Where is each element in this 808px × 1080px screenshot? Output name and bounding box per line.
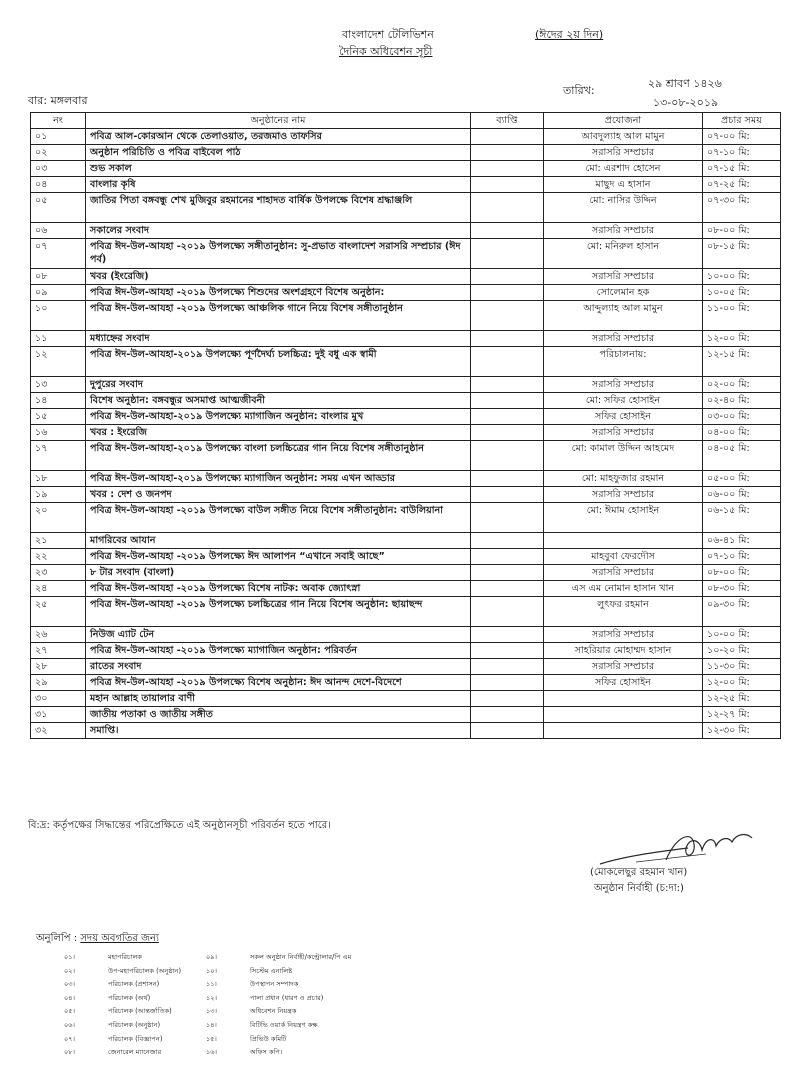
broadcast-time: ০৮-৩০ মি:	[703, 581, 781, 597]
list-item-number: ০৫।	[64, 1007, 75, 1016]
row-number: ০১	[31, 129, 86, 145]
producer-name: এস এম নোমান হাসান খান	[544, 581, 703, 597]
producer-name: সরাসরি সম্প্রচার	[544, 659, 703, 675]
broadcast-time: ০৬-৪১ মি:	[703, 533, 781, 549]
list-item	[64, 1046, 181, 1060]
list-item-label: পরিচালক (অর্থ)	[108, 993, 151, 1002]
document-subtitle: দৈনিক অধিবেশন সূচী	[339, 45, 433, 58]
producer-name: সরাসরি সম্প্রচার	[544, 627, 703, 643]
program-name: পবিত্র ঈদ-উল-আযহা -২০১৯ উপলক্ষ্যে আঞ্চলিক গানে নিয়ে বিশেষ সঙ্গীতানুষ্ঠান	[86, 301, 471, 331]
list-item-number: ১০।	[206, 966, 217, 975]
program-spread	[471, 193, 544, 223]
broadcast-time: ১২-৩০ মি:	[703, 723, 781, 739]
program-name: পবিত্র ঈদ-উল-আযহা -২০১৯ উপলক্ষ্যে শিশুদের অংশগ্রহণে বিশেষ অনুষ্ঠান:	[86, 285, 471, 301]
list-item-label: উপস্থাপন সম্পাদক	[250, 980, 299, 989]
program-name: খবর : ইংরেজি	[86, 425, 471, 441]
program-name: পবিত্র ঈদ-উল-আযহা -২০১৯ উপলক্ষ্যে চলচ্চিত্রের গান নিয়ে বিশেষ অনুষ্ঠান: ছায়াছন্দ	[86, 597, 471, 627]
list-item-number: ০২।	[64, 966, 75, 975]
table-row	[31, 441, 781, 471]
program-name: মধ্যাহ্নের সংবাদ	[86, 331, 471, 347]
producer-name: সরাসরি সম্প্রচার	[544, 377, 703, 393]
broadcast-time: ০৪-০০ মি:	[703, 425, 781, 441]
row-number: ০৮	[31, 269, 86, 285]
cc-text: সদয় অবগতির জন্য	[80, 933, 159, 944]
table-row	[31, 627, 781, 643]
program-name: পবিত্র ঈদ-উল-আযহা -২০১৯ উপলক্ষ্যে বাউল সঙ্গীত নিয়ে বিশেষ সঙ্গীতানুষ্ঠান: বাউলিয়ানা	[86, 503, 471, 533]
broadcast-time: ০৯-৩০ মি:	[703, 597, 781, 627]
table-row	[31, 675, 781, 691]
column-header-number: নং	[31, 113, 86, 129]
list-item-label: বিটিভি ওয়ার্ক নিয়ন্ত্রণ কক্ষ	[250, 1020, 318, 1029]
list-item-label: উপ-মহাপরিচালক (অনুষ্ঠান)	[108, 966, 182, 975]
row-number: ২১	[31, 533, 86, 549]
producer-name: মো: নাসির উদ্দিন	[544, 193, 703, 223]
producer-name: মাহবুবা ফেরদৌস	[544, 549, 703, 565]
column-header-producer: প্রযোজনা	[544, 113, 703, 129]
row-number: ১৯	[31, 487, 86, 503]
table-row	[31, 161, 781, 177]
signer-name: (মোকলেছুর রহমান খান)	[590, 867, 688, 878]
producer-name: মো: সফির হোসাইন	[544, 393, 703, 409]
program-spread	[471, 129, 544, 145]
table-row	[31, 347, 781, 377]
broadcast-time: ০৮-১৫ মি:	[703, 239, 781, 269]
table-row	[31, 393, 781, 409]
program-name: পবিত্র ঈদ-উল-আযহা-২০১৯ উপলক্ষ্যে ম্যাগাজিন অনুষ্ঠান: সময় এখন আড্ডার	[86, 471, 471, 487]
broadcast-time: ০৩-০০ মি:	[703, 409, 781, 425]
list-item	[64, 965, 181, 979]
producer-name: সরাসরি সম্প্রচার	[544, 487, 703, 503]
broadcast-time: ১২-২৭ মি:	[703, 707, 781, 723]
program-spread	[471, 377, 544, 393]
cc-label: অনুলিপি :	[36, 933, 78, 944]
program-name: মাগরিবের আযান	[86, 533, 471, 549]
program-spread	[471, 503, 544, 533]
program-spread	[471, 627, 544, 643]
program-spread	[471, 533, 544, 549]
date-bangla: ২৯ শ্রাবণ ১৪২৬	[648, 77, 722, 90]
row-number: ০৫	[31, 193, 86, 223]
broadcast-time: ০৮-০০ মি:	[703, 565, 781, 581]
list-item	[64, 992, 181, 1006]
broadcast-time: ১২-২৫ মি:	[703, 691, 781, 707]
broadcast-time: ১২-১৫ মি:	[703, 347, 781, 377]
table-row	[31, 549, 781, 565]
row-number: ২৫	[31, 597, 86, 627]
program-spread	[471, 239, 544, 269]
program-name: রাতের সংবাদ	[86, 659, 471, 675]
program-spread	[471, 409, 544, 425]
list-item-label: অধিবেশন নিয়ন্ত্রক	[250, 1007, 297, 1016]
row-number: ০৯	[31, 285, 86, 301]
program-spread	[471, 161, 544, 177]
row-number: ০৭	[31, 239, 86, 269]
list-item	[206, 965, 351, 979]
broadcast-time: ০৭-৩০ মি:	[703, 193, 781, 223]
list-item-label: মহাপরিচালক	[108, 953, 143, 961]
producer-name	[544, 707, 703, 723]
program-spread	[471, 707, 544, 723]
row-number: ১৪	[31, 393, 86, 409]
day-label: বার: মঙ্গলবার	[28, 94, 88, 107]
program-name: খবর (ইংরেজি)	[86, 269, 471, 285]
program-spread	[471, 597, 544, 627]
table-row	[31, 707, 781, 723]
program-spread	[471, 565, 544, 581]
broadcast-time: ১২-০০ মি:	[703, 675, 781, 691]
producer-name: লুৎফর রহমান	[544, 597, 703, 627]
broadcast-time: ১০-০০ মি:	[703, 269, 781, 285]
row-number: ১১	[31, 331, 86, 347]
broadcast-time: ০৬-১৫ মি:	[703, 503, 781, 533]
table-row	[31, 145, 781, 161]
program-name: পবিত্র ঈদ-উল-আযহা -২০১৯ উপলক্ষ্যে বিশেষ নাটক: অবাক জ্যোৎস্না	[86, 581, 471, 597]
program-spread	[471, 643, 544, 659]
broadcast-time: ০৪-০৫ মি:	[703, 441, 781, 471]
program-spread	[471, 393, 544, 409]
row-number: ৩১	[31, 707, 86, 723]
row-number: ৩০	[31, 691, 86, 707]
row-number: ২৩	[31, 565, 86, 581]
broadcast-time: ০৭-০০ মি:	[703, 129, 781, 145]
list-item-label: অফিস কপি।	[250, 1048, 283, 1057]
column-header-spread: ব্যাপ্তি	[471, 113, 544, 129]
program-spread	[471, 691, 544, 707]
table-row	[31, 301, 781, 331]
table-row	[31, 581, 781, 597]
date-label: তারিখ:	[563, 84, 595, 97]
list-item-label: জেনারেল ম্যানেজার	[108, 1048, 162, 1057]
producer-name: সাহরিয়ার মোহাম্মদ হাসান	[544, 643, 703, 659]
list-item	[206, 1033, 351, 1047]
program-spread	[471, 145, 544, 161]
program-spread	[471, 177, 544, 193]
row-number: ০৪	[31, 177, 86, 193]
program-name: ৮ টার সংবাদ (বাংলা)	[86, 565, 471, 581]
program-spread	[471, 723, 544, 739]
list-item	[206, 978, 351, 992]
schedule-body	[31, 129, 781, 739]
table-row	[31, 193, 781, 223]
list-item	[64, 978, 181, 992]
program-spread	[471, 301, 544, 331]
cc-line	[36, 931, 159, 948]
table-row	[31, 223, 781, 239]
table-header-row	[31, 113, 781, 129]
org-title: বাংলাদেশ টেলিভিশন	[342, 28, 434, 41]
table-row	[31, 239, 781, 269]
list-item-number: ০৭।	[64, 1034, 75, 1043]
table-row	[31, 177, 781, 193]
program-name: পবিত্র আল-কোরআন থেকে তেলাওয়াত, তরজমাও তাফসির	[86, 129, 471, 145]
program-name: পবিত্র ঈদ-উল-আযহা-২০১৯ উপলক্ষ্যে বাংলা চলচ্চিত্রের গান নিয়ে বিশেষ সঙ্গীতানুষ্ঠান	[86, 441, 471, 471]
list-item-number: ০৯।	[206, 953, 217, 961]
list-item-label: পরিচালক (প্রশাসন)	[108, 980, 160, 989]
producer-name	[544, 533, 703, 549]
list-item-label: পরিচালক (আন্তর্জাতিক)	[108, 1007, 172, 1016]
list-item-label: সিস্টেম এনালিষ্ট	[250, 966, 293, 975]
table-row	[31, 425, 781, 441]
row-number: ২৯	[31, 675, 86, 691]
table-row	[31, 503, 781, 533]
program-spread	[471, 223, 544, 239]
program-name: খবর : দেশ ও জনপদ	[86, 487, 471, 503]
broadcast-time: ১১-০০ মি:	[703, 301, 781, 331]
broadcast-time: ১২-০০ মি:	[703, 331, 781, 347]
list-item-number: ০৩।	[64, 980, 75, 989]
list-item-number: ১৫।	[206, 1034, 217, 1043]
producer-name: মো: মাহফুজার রহমান	[544, 471, 703, 487]
row-number: ১২	[31, 347, 86, 377]
broadcast-time: ১১-৩০ মি:	[703, 659, 781, 675]
table-row	[31, 269, 781, 285]
broadcast-time: ০৮-০০ মি:	[703, 223, 781, 239]
producer-name: পরিচালনায়:	[544, 347, 703, 377]
list-item	[206, 1019, 351, 1033]
producer-name: মো: ঈমাম হোসাইন	[544, 503, 703, 533]
list-item-number: ০৬।	[64, 1020, 75, 1029]
disclaimer-note: বি:দ্র: কর্তৃপক্ষের সিদ্ধান্তের পরিপ্রেক্ষিতে এই অনুষ্ঠানসূচী পরিবর্তন হতে পারে।	[28, 820, 331, 831]
table-row	[31, 409, 781, 425]
table-row	[31, 285, 781, 301]
row-number: ০২	[31, 145, 86, 161]
broadcast-time: ০৭-১৫ মি:	[703, 161, 781, 177]
row-number: ১৫	[31, 409, 86, 425]
table-row	[31, 643, 781, 659]
row-number: ০৩	[31, 161, 86, 177]
table-row	[31, 659, 781, 675]
list-item	[206, 951, 351, 965]
row-number: ২৮	[31, 659, 86, 675]
producer-name: মো: কামাল উদ্দিন আহমেদ	[544, 441, 703, 471]
list-item-number: ১৩।	[206, 1007, 217, 1016]
date-gregorian: ১৩-০৮-২০১৯	[653, 96, 719, 109]
row-number: ১৮	[31, 471, 86, 487]
list-item	[206, 1005, 351, 1019]
producer-name	[544, 691, 703, 707]
list-item-number: ১২।	[206, 993, 217, 1002]
broadcast-time: ০২-৪০ মি:	[703, 393, 781, 409]
program-name: জাতীয় পতাকা ও জাতীয় সঙ্গীত	[86, 707, 471, 723]
row-number: ২০	[31, 503, 86, 533]
broadcast-time: ০৭-২৫ মি:	[703, 177, 781, 193]
producer-name: সফির হোসাইন	[544, 675, 703, 691]
producer-name: মো: মনিরুল হাসান	[544, 239, 703, 269]
table-row	[31, 691, 781, 707]
row-number: ১০	[31, 301, 86, 331]
broadcast-time: ১০-০০ মি:	[703, 627, 781, 643]
table-row	[31, 565, 781, 581]
list-item	[64, 1019, 181, 1033]
row-number: ০৬	[31, 223, 86, 239]
row-number: ১৭	[31, 441, 86, 471]
program-name: বিশেষ অনুষ্ঠান: বঙ্গবন্ধুর অসমাপ্ত আত্মজীবনী	[86, 393, 471, 409]
list-item	[64, 1033, 181, 1047]
program-name: পবিত্র ঈদ-উল-আযহা -২০১৯ উপলক্ষ্যে ঈদ আলাপন “এখানে সবাই আছে”	[86, 549, 471, 565]
broadcast-time: ০৫-০০ মি:	[703, 471, 781, 487]
table-row	[31, 129, 781, 145]
program-spread	[471, 675, 544, 691]
row-number: ২২	[31, 549, 86, 565]
program-spread	[471, 331, 544, 347]
producer-name: সরাসরি সম্প্রচার	[544, 331, 703, 347]
list-item-number: ১৬।	[206, 1048, 217, 1057]
producer-name: সফির হোসাইন	[544, 409, 703, 425]
list-item-label: পরিচালক (অনুষ্ঠান)	[108, 1020, 161, 1029]
column-header-program: অনুষ্ঠানের নাম	[86, 113, 471, 129]
broadcast-time: ০৭-১০ মি:	[703, 145, 781, 161]
column-header-time: প্রচার সময়	[703, 113, 781, 129]
distribution-list-right	[206, 951, 351, 1060]
list-item	[206, 1046, 351, 1060]
producer-name: সরাসরি সম্প্রচার	[544, 425, 703, 441]
list-item	[206, 992, 351, 1006]
producer-name: আবদুল্যাহ আল মামুন	[544, 129, 703, 145]
broadcast-time: ১০-২০ মি:	[703, 643, 781, 659]
producer-name	[544, 723, 703, 739]
broadcast-time: ০৬-০০ মি:	[703, 487, 781, 503]
list-item	[64, 951, 181, 965]
list-item-label: সকল অনুষ্ঠান নির্বাহী/কন্ট্রোলার/পি এম	[250, 953, 352, 961]
program-name: দুপুরের সংবাদ	[86, 377, 471, 393]
program-name: অনুষ্ঠান পরিচিতি ও পবিত্র বাইবেল পাঠ	[86, 145, 471, 161]
list-item-number: ০১।	[64, 953, 75, 961]
table-row	[31, 723, 781, 739]
program-name: পবিত্র ঈদ-উল-আযহা -২০১৯ উপলক্ষ্যে সঙ্গীতানুষ্ঠান: সু-প্রভাত বাংলাদেশ সরাসরি সম্প্রচার (ঈদ পর্ব)	[86, 239, 471, 269]
broadcast-time: ০২-০০ মি:	[703, 377, 781, 393]
program-spread	[471, 347, 544, 377]
eid-day-label: (ঈদের ২য় দিন)	[535, 28, 604, 41]
list-item-label: পরিচালক (বিজ্ঞাপন)	[108, 1034, 163, 1043]
row-number: ১৬	[31, 425, 86, 441]
program-name: পবিত্র ঈদ-উল-আযহা -২০১৯ উপলক্ষ্যে বিশেষ অনুষ্ঠান: ঈদ আনন্দ দেশে-বিদেশে	[86, 675, 471, 691]
program-name: শুভ সকাল	[86, 161, 471, 177]
row-number: ২৪	[31, 581, 86, 597]
program-name: পবিত্র ঈদ-উল-আযহা -২০১৯ উপলক্ষ্যে ম্যাগাজিন অনুষ্ঠান: পরিবর্তন	[86, 643, 471, 659]
producer-name: সরাসরি সম্প্রচার	[544, 565, 703, 581]
row-number: ৩২	[31, 723, 86, 739]
program-spread	[471, 581, 544, 597]
program-spread	[471, 425, 544, 441]
table-row	[31, 597, 781, 627]
list-item-number: ০৮।	[64, 1048, 75, 1057]
list-item	[64, 1005, 181, 1019]
list-item-label: প্রিভিউ কমিটি	[250, 1034, 287, 1043]
producer-name: সরাসরি সম্প্রচার	[544, 269, 703, 285]
program-name: নিউজ এ্যাট টেন	[86, 627, 471, 643]
program-name: পবিত্র ঈদ-উল-আযহা-২০১৯ উপলক্ষ্যে ম্যাগাজিন অনুষ্ঠান: বাংলার মুখ	[86, 409, 471, 425]
row-number: ২৬	[31, 627, 86, 643]
program-spread	[471, 441, 544, 471]
broadcast-time: ০৭-১০ মি:	[703, 549, 781, 565]
producer-name: সরাসরি সম্প্রচার	[544, 145, 703, 161]
table-row	[31, 471, 781, 487]
list-item-number: ১১।	[206, 980, 217, 989]
program-spread	[471, 487, 544, 503]
program-spread	[471, 549, 544, 565]
program-name: মহান আল্লাহ তায়ালার বাণী	[86, 691, 471, 707]
row-number: ১৩	[31, 377, 86, 393]
broadcast-time: ১০-০৫ মি:	[703, 285, 781, 301]
list-item-number: ১৪।	[206, 1020, 217, 1029]
table-row	[31, 331, 781, 347]
schedule-table	[30, 112, 781, 739]
row-number: ২৭	[31, 643, 86, 659]
signer-role: অনুষ্ঠান নির্বাহী (চ:দা:)	[594, 883, 684, 894]
distribution-list-left	[64, 951, 181, 1060]
list-item-label: পালা প্রধান (ধারণ ও প্রচার)	[250, 993, 324, 1002]
producer-name: মাছুদ এ হাসান	[544, 177, 703, 193]
list-item-number: ০৪।	[64, 993, 75, 1002]
producer-name: মো: এরশাদ হোসেন	[544, 161, 703, 177]
producer-name: আব্দুল্যাহ আল মামুন	[544, 301, 703, 331]
producer-name: সরাসরি সম্প্রচার	[544, 223, 703, 239]
program-spread	[471, 471, 544, 487]
producer-name: সোলেমান হক	[544, 285, 703, 301]
program-spread	[471, 285, 544, 301]
table-row	[31, 377, 781, 393]
table-row	[31, 533, 781, 549]
program-name: বাংলার কৃষি	[86, 177, 471, 193]
table-row	[31, 487, 781, 503]
program-name: সমাপ্তি।	[86, 723, 471, 739]
program-name: পবিত্র ঈদ-উল-আযহা-২০১৯ উপলক্ষ্যে পূর্ণদৈর্ঘ্য চলচ্চিত্র: দুই বধু এক স্বামী	[86, 347, 471, 377]
program-name: জাতির পিতা বঙ্গবন্ধু শেখ মুজিবুর রহমানের শাহাদত বার্ষিক উপলক্ষে বিশেষ শ্রদ্ধাঞ্জলি	[86, 193, 471, 223]
program-spread	[471, 269, 544, 285]
program-spread	[471, 659, 544, 675]
program-name: সকালের সংবাদ	[86, 223, 471, 239]
